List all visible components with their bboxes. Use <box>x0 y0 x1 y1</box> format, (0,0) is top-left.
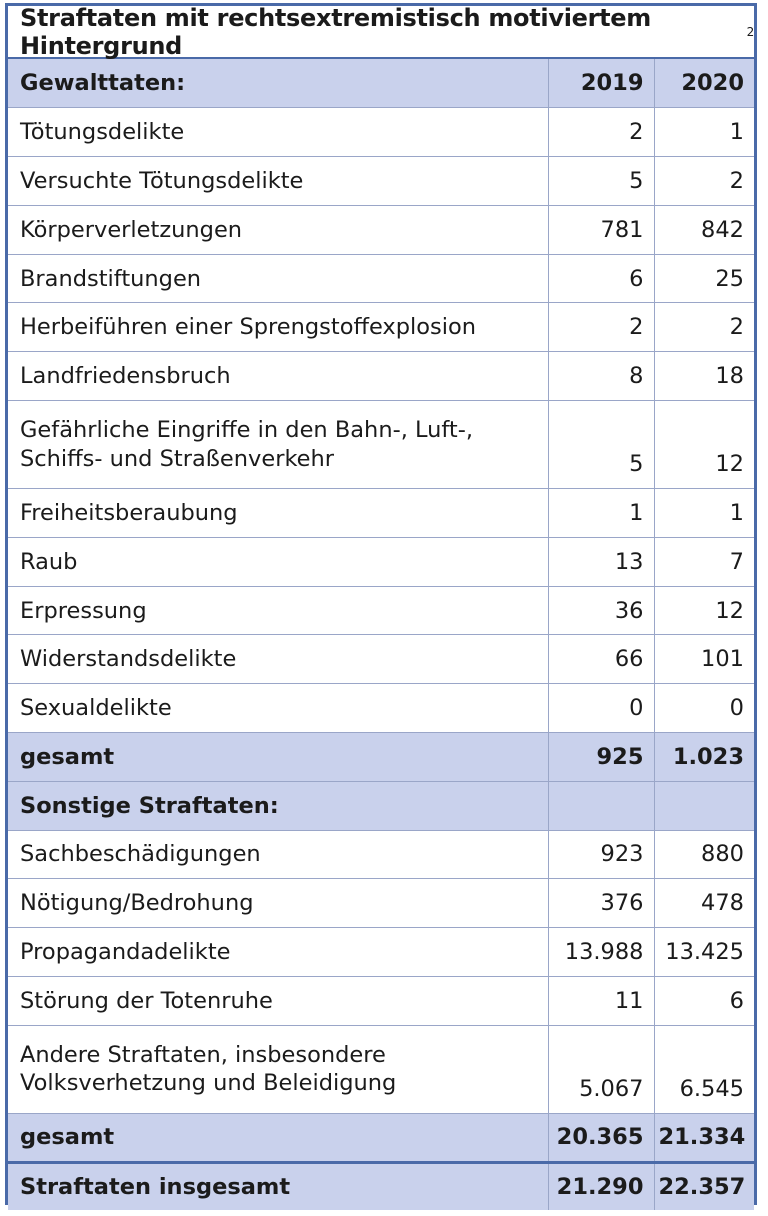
value-2019: 1 <box>548 489 654 538</box>
total-2019: 20.365 <box>548 1113 654 1162</box>
other-header: Sonstige Straftaten: <box>8 781 548 830</box>
row-label: Körperverletzungen <box>8 205 548 254</box>
table-row <box>8 401 754 489</box>
row-label: Tötungsdelikte <box>8 108 548 157</box>
grand-total-2019: 21.290 <box>548 1162 654 1210</box>
title-text: Straftaten mit rechtsextremistisch motiviertem Hintergrund <box>20 3 651 60</box>
row-label: Landfriedensbruch <box>8 352 548 401</box>
row-label: Herbeiführen einer Sprengstoffexplosion <box>8 303 548 352</box>
row-label: Sachbeschädigungen <box>8 830 548 879</box>
grand-total-row <box>8 1162 754 1210</box>
other-total-row <box>8 1113 754 1162</box>
column-header-2019: 2019 <box>548 59 654 108</box>
value-2020: 101 <box>654 635 754 684</box>
value-2019: 36 <box>548 586 654 635</box>
table-row <box>8 205 754 254</box>
data-table <box>8 59 754 1210</box>
table-row <box>8 1025 754 1113</box>
value-2019: 13 <box>548 537 654 586</box>
grand-total-2020: 22.357 <box>654 1162 754 1210</box>
table-row <box>8 830 754 879</box>
value-2020: 2 <box>654 157 754 206</box>
value-2019: 8 <box>548 352 654 401</box>
table-row <box>8 928 754 977</box>
value-2019: 2 <box>548 303 654 352</box>
value-2020: 0 <box>654 684 754 733</box>
value-2020: 12 <box>654 401 754 489</box>
value-2020: 1 <box>654 108 754 157</box>
value-2019: 376 <box>548 879 654 928</box>
row-label: Sexualdelikte <box>8 684 548 733</box>
empty-cell <box>654 781 754 830</box>
value-2020: 6.545 <box>654 1025 754 1113</box>
column-header-2020: 2020 <box>654 59 754 108</box>
other-header-row <box>8 781 754 830</box>
value-2020: 1 <box>654 489 754 538</box>
table-row <box>8 537 754 586</box>
value-2020: 2 <box>654 303 754 352</box>
total-label: gesamt <box>8 733 548 782</box>
value-2019: 13.988 <box>548 928 654 977</box>
empty-cell <box>548 781 654 830</box>
value-2019: 5 <box>548 401 654 489</box>
crime-statistics-table <box>5 3 757 1205</box>
value-2019: 781 <box>548 205 654 254</box>
value-2020: 478 <box>654 879 754 928</box>
row-label: Nötigung/Bedrohung <box>8 879 548 928</box>
table-row <box>8 303 754 352</box>
value-2019: 0 <box>548 684 654 733</box>
value-2019: 923 <box>548 830 654 879</box>
row-label: Freiheitsberaubung <box>8 489 548 538</box>
table-row <box>8 254 754 303</box>
value-2019: 66 <box>548 635 654 684</box>
violent-header-row <box>8 59 754 108</box>
value-2019: 5 <box>548 157 654 206</box>
table-title <box>8 3 754 60</box>
row-label: Andere Straftaten, insbesondere Volksverhetzung und Beleidigung <box>8 1025 548 1113</box>
value-2020: 18 <box>654 352 754 401</box>
table-row <box>8 879 754 928</box>
row-label: Raub <box>8 537 548 586</box>
value-2020: 12 <box>654 586 754 635</box>
value-2019: 2 <box>548 108 654 157</box>
row-label: Versuchte Tötungsdelikte <box>8 157 548 206</box>
table-row <box>8 157 754 206</box>
table-row <box>8 586 754 635</box>
value-2020: 13.425 <box>654 928 754 977</box>
value-2020: 6 <box>654 977 754 1026</box>
row-label: Brandstiftungen <box>8 254 548 303</box>
violent-total-row <box>8 733 754 782</box>
table-row <box>8 108 754 157</box>
table-row <box>8 489 754 538</box>
value-2020: 25 <box>654 254 754 303</box>
grand-total-label: Straftaten insgesamt <box>8 1162 548 1210</box>
row-label: Widerstandsdelikte <box>8 635 548 684</box>
table-row <box>8 352 754 401</box>
row-label: Störung der Totenruhe <box>8 977 548 1026</box>
table-row <box>8 635 754 684</box>
total-2020: 1.023 <box>654 733 754 782</box>
table-row <box>8 684 754 733</box>
row-label: Gefährliche Eingriffe in den Bahn-, Luft-, Schiffs- und Straßenverkehr <box>8 401 548 489</box>
row-label: Erpressung <box>8 586 548 635</box>
value-2020: 7 <box>654 537 754 586</box>
title-footnote: 2 <box>746 24 754 39</box>
total-2020: 21.334 <box>654 1113 754 1162</box>
table-row <box>8 977 754 1026</box>
row-label: Propagandadelikte <box>8 928 548 977</box>
total-2019: 925 <box>548 733 654 782</box>
value-2019: 11 <box>548 977 654 1026</box>
value-2020: 880 <box>654 830 754 879</box>
violent-header: Gewalttaten: <box>8 59 548 108</box>
total-label: gesamt <box>8 1113 548 1162</box>
value-2019: 5.067 <box>548 1025 654 1113</box>
value-2019: 6 <box>548 254 654 303</box>
value-2020: 842 <box>654 205 754 254</box>
